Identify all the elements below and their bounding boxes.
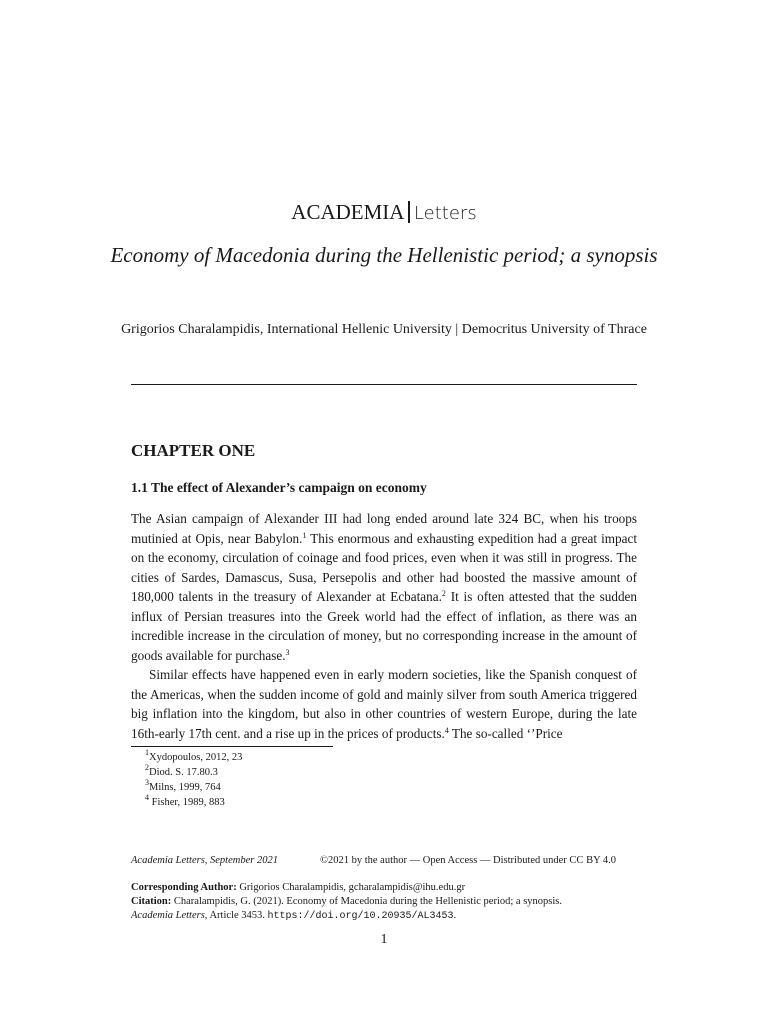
footnote-mark: 1: [145, 748, 149, 757]
footnote-text: Milns, 1999, 764: [149, 782, 221, 793]
journal-date: Academia Letters, September 2021: [131, 855, 278, 866]
footnote-item: [145, 795, 242, 810]
article-authors: Grigorios Charalampidis, International Hellenic University | Democritus University of Thrace: [121, 322, 647, 337]
paragraph-text: This enormous and exhausting expedition had a great impact on the economy, circulation of coinage and food prices, even when it was still in progress. The cities of Sardes, Damascus, Susa, Persepolis and other had boosted the massive amount of 180,000 talents in the treasury of Alexander at Ecbatana.: [131, 530, 637, 604]
article-title: Economy of Macedonia during the Hellenistic period; a synopsis: [110, 243, 658, 267]
footnote-text: Diod. S. 17.80.3: [149, 767, 218, 778]
article-body: [131, 509, 637, 743]
footnotes: [145, 750, 242, 810]
header-divider: [131, 384, 637, 385]
corresponding-author: [131, 881, 637, 895]
citation-journal-line: [131, 909, 637, 924]
doi-end: .: [453, 910, 457, 921]
paragraph-text: The Asian campaign of Alexander III had long ended around late 324 BC, when his troops mutinied at Opis, near Babylon.: [131, 511, 637, 546]
license-notice: ©2021 by the author — Open Access — Distributed under CC BY 4.0: [320, 855, 617, 866]
paragraph-2: [131, 665, 637, 743]
footnote-ref[interactable]: 4: [444, 725, 449, 735]
brand-sub: Letters: [413, 203, 477, 224]
paragraph-1: [131, 509, 637, 665]
paragraph-text: It is often attested that the sudden influx of Persian treasures into the Greek world had the effect of inflation, as there was an incredible increase in the circulation of money, but no corresponding increase in the amount of goods available for purchase.: [131, 589, 637, 663]
footnote-mark: 4: [145, 793, 149, 802]
citation-label: Citation:: [131, 896, 172, 907]
footnote-item: [145, 780, 242, 795]
footnote-text: Fisher, 1989, 883: [149, 797, 225, 808]
footnote-mark: 3: [145, 778, 149, 787]
citation: [131, 895, 637, 909]
footnote-ref[interactable]: 1: [302, 530, 307, 540]
journal-brand: [0, 198, 768, 228]
footnote-mark: 2: [145, 763, 149, 772]
corresponding-label: Corresponding Author:: [131, 882, 237, 893]
footnote-item: [145, 750, 242, 765]
citation-block: [131, 881, 637, 924]
paragraph-text: The so-called ‘’Price: [448, 725, 563, 741]
brand-main: ACADEMIA: [291, 200, 405, 224]
footnote-ref[interactable]: 3: [285, 647, 290, 657]
citation-journal: Academia Letters: [131, 910, 205, 921]
paragraph-text: Similar effects have happened even in early modern societies, like the Spanish conquest of the Americas, when the sudden income of gold and mainly silver from south America triggered big inflation into the kingdom, but also in other countries of western Europe, during the late 16th-early 17th cent. and a rise up in the prices of products.: [131, 667, 637, 741]
page-number: 1: [380, 932, 388, 947]
footnote-divider: [131, 746, 333, 747]
chapter-heading: CHAPTER ONE: [131, 441, 256, 460]
footnote-ref[interactable]: 2: [441, 589, 446, 598]
citation-article: , Article 3453.: [204, 910, 268, 921]
doi-link[interactable]: https://doi.org/10.20935/AL3453: [267, 911, 454, 922]
citation-value: Charalampidis, G. (2021). Economy of Macedonia during the Hellenistic period; a synopsis.: [171, 896, 563, 907]
brand-divider: [408, 201, 410, 223]
footnote-text: Xydopoulos, 2012, 23: [149, 752, 243, 763]
section-heading: 1.1 The effect of Alexander’s campaign on economy: [131, 480, 427, 495]
corresponding-value: Grigorios Charalampidis, gcharalampidis@ihu.edu.gr: [236, 882, 466, 893]
footnote-item: [145, 765, 242, 780]
